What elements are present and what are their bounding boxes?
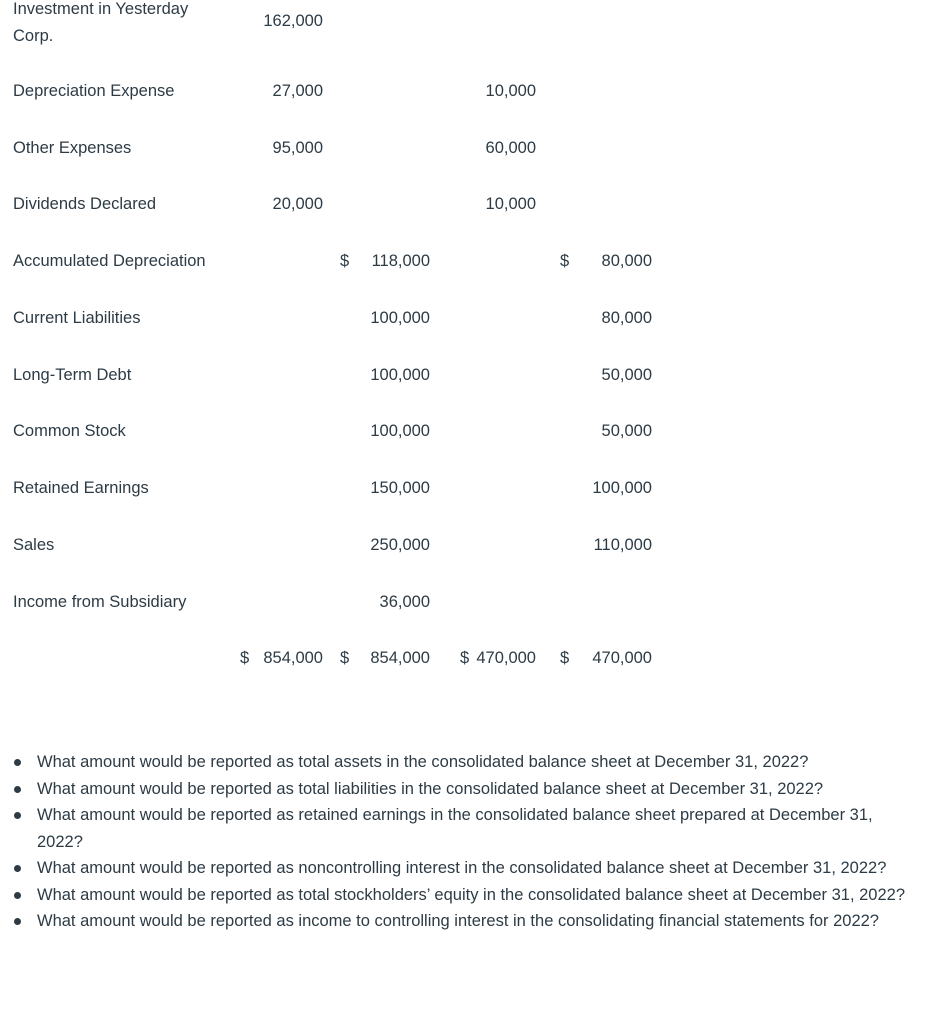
amount: 854,000 xyxy=(263,649,323,667)
row-label: Common Stock xyxy=(13,422,126,440)
question-text: What amount would be reported as income to controlling interest in the consolidating financial statements for 2022? xyxy=(37,912,879,930)
amount: 80,000 xyxy=(601,252,652,270)
row-label: Retained Earnings xyxy=(13,479,149,497)
bullet-icon xyxy=(14,759,21,766)
bullet-icon xyxy=(14,812,21,819)
currency-symbol: $ xyxy=(240,649,250,667)
currency-symbol: $ xyxy=(340,649,350,667)
parent-credit-cell: 36,000 xyxy=(379,593,430,611)
table-row xyxy=(0,248,926,288)
table-row xyxy=(0,532,926,572)
subsidiary-debit-cell: 10,000 xyxy=(485,195,536,213)
totals-row xyxy=(0,645,926,685)
currency-symbol: $ xyxy=(460,649,470,667)
table-row xyxy=(0,475,926,515)
amount: 854,000 xyxy=(370,649,430,667)
subsidiary-debit-cell: 60,000 xyxy=(485,139,536,157)
bullet-icon xyxy=(14,892,21,899)
parent-credit-total xyxy=(340,645,430,672)
parent-debit-cell: 95,000 xyxy=(272,139,323,157)
row-label: Long-Term Debt xyxy=(13,366,132,384)
question-text: What amount would be reported as retained earnings in the consolidated balance sheet prepared at December 31, 2022? xyxy=(37,806,873,851)
amount: 470,000 xyxy=(476,649,536,667)
subsidiary-credit-total xyxy=(560,645,652,672)
currency-symbol: $ xyxy=(340,252,350,270)
amount: 118,000 xyxy=(371,252,430,270)
question-text: What amount would be reported as total stockholders’ equity in the consolidated balance sheet at December 31, 2022? xyxy=(37,885,906,904)
currency-symbol: $ xyxy=(560,649,570,667)
bullet-icon xyxy=(14,786,21,793)
parent-credit-cell: 100,000 xyxy=(370,422,430,440)
parent-debit-cell: 20,000 xyxy=(272,195,323,213)
question-text: What amount would be reported as total liabilities in the consolidated balance sheet at December 31, 2022? xyxy=(37,779,824,798)
list-item xyxy=(0,776,926,803)
table-row xyxy=(0,418,926,458)
row-label: Dividends Declared xyxy=(13,195,157,213)
question-list xyxy=(0,749,926,935)
table-row xyxy=(0,589,926,629)
list-item xyxy=(0,749,926,776)
subsidiary-credit-cell: 110,000 xyxy=(593,536,652,554)
row-label: Depreciation Expense xyxy=(13,82,175,100)
list-item xyxy=(0,882,926,909)
parent-credit-cell: 150,000 xyxy=(370,479,430,497)
bullet-icon xyxy=(14,865,21,872)
bullet-icon xyxy=(14,918,21,925)
subsidiary-credit-cell: 100,000 xyxy=(592,479,652,497)
parent-credit-cell: 100,000 xyxy=(370,309,430,327)
table-row xyxy=(0,362,926,402)
table-row xyxy=(0,78,926,118)
subsidiary-credit-cell: 50,000 xyxy=(601,366,652,384)
row-label: Income from Subsidiary xyxy=(13,593,187,611)
row-label: Accumulated Depreciation xyxy=(13,252,206,270)
question-text: What amount would be reported as total assets in the consolidated balance sheet at December 31, 2022? xyxy=(37,753,809,771)
subsidiary-credit-cell xyxy=(560,248,652,275)
subsidiary-credit-cell: 80,000 xyxy=(601,309,652,327)
parent-credit-cell: 250,000 xyxy=(370,536,430,554)
parent-credit-cell xyxy=(340,248,430,275)
row-label: Current Liabilities xyxy=(13,309,141,327)
parent-credit-cell: 100,000 xyxy=(370,366,430,384)
table-row xyxy=(0,305,926,345)
list-item xyxy=(0,855,926,882)
list-item xyxy=(0,802,926,855)
currency-symbol: $ xyxy=(560,252,570,270)
table-row xyxy=(0,191,926,231)
row-label: Sales xyxy=(13,536,55,554)
parent-debit-total xyxy=(240,645,323,672)
row-label: Investment in Yesterday Corp. xyxy=(13,0,189,45)
subsidiary-credit-cell: 50,000 xyxy=(601,422,652,440)
table-row xyxy=(0,135,926,175)
question-text: What amount would be reported as noncontrolling interest in the consolidated balance sheet at December 31, 2022? xyxy=(37,859,887,877)
subsidiary-debit-cell: 10,000 xyxy=(485,82,536,100)
amount: 470,000 xyxy=(592,649,652,667)
parent-debit-cell: 27,000 xyxy=(272,82,323,100)
parent-debit-cell: 162,000 xyxy=(263,12,323,30)
row-label: Other Expenses xyxy=(13,139,132,157)
list-item xyxy=(0,908,926,935)
table-row xyxy=(0,0,926,45)
subsidiary-debit-total xyxy=(460,645,536,672)
